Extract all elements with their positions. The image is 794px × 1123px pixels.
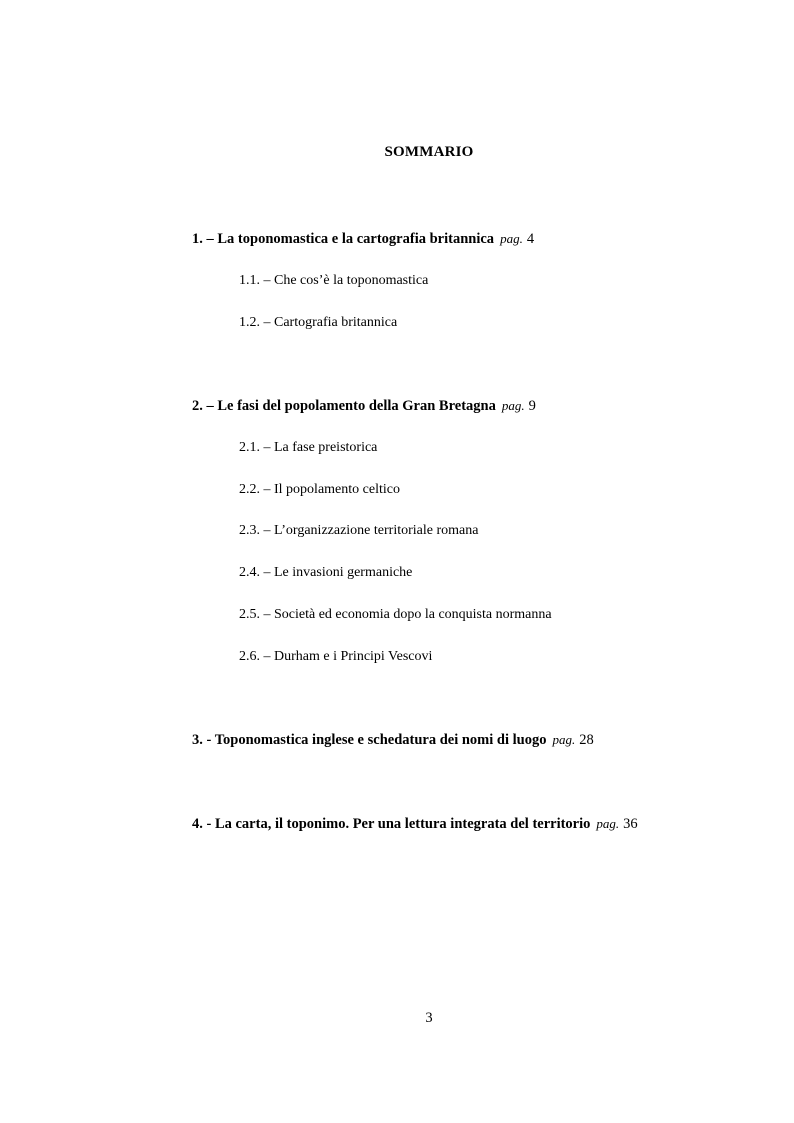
page-title: SOMMARIO <box>384 144 474 160</box>
toc-section-2-2[interactable]: 2.2. – Il popolamento celtico <box>239 482 400 497</box>
toc-section-1-1[interactable]: 1.1. – Che cos’è la toponomastica <box>239 273 429 288</box>
toc-section-2-1[interactable]: 2.1. – La fase preistorica <box>239 440 378 455</box>
chapter-3-page-number: 28 <box>579 732 594 748</box>
toc-section-1-2[interactable]: 1.2. – Cartografia britannica <box>239 315 398 330</box>
chapter-2-page-number: 9 <box>528 398 536 414</box>
chapter-1-page-number: 4 <box>526 231 535 247</box>
page-number: 3 <box>425 1010 433 1026</box>
toc-chapter-1[interactable] <box>192 231 534 248</box>
chapter-2-heading: 2. – Le fasi del popolamento della Gran Bretagna <box>192 398 496 414</box>
toc-chapter-2[interactable] <box>192 398 536 415</box>
toc-section-2-4[interactable]: 2.4. – Le invasioni germaniche <box>239 565 413 580</box>
toc-section-2-6[interactable]: 2.6. – Durham e i Principi Vescovi <box>239 649 433 664</box>
toc-section-2-3[interactable]: 2.3. – L’organizzazione territoriale romana <box>239 523 479 538</box>
chapter-2-pag-label: pag. <box>501 398 525 413</box>
chapter-1-pag-label: pag. <box>500 231 523 246</box>
toc-chapter-4[interactable] <box>192 816 638 833</box>
chapter-3-pag-label: pag. <box>552 732 576 747</box>
toc-chapter-3[interactable] <box>192 732 594 749</box>
chapter-1-heading: 1. – La toponomastica e la cartografia britannica <box>192 231 495 247</box>
chapter-4-heading: 4. - La carta, il toponimo. Per una lettura integrata del territorio <box>192 816 591 832</box>
chapter-4-page-number: 36 <box>623 816 638 832</box>
chapter-3-heading: 3. - Toponomastica inglese e schedatura dei nomi di luogo <box>192 732 547 748</box>
chapter-4-pag-label: pag. <box>596 816 620 831</box>
toc-section-2-5[interactable]: 2.5. – Società ed economia dopo la conquista normanna <box>239 607 552 622</box>
